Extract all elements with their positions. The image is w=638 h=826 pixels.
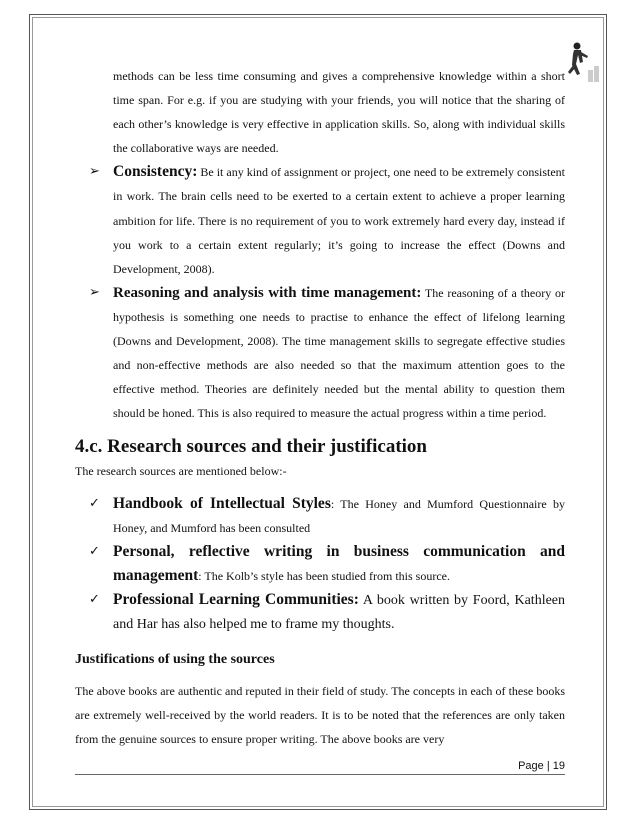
bullet-text: : The Kolb’s style has been studied from this source.	[198, 568, 450, 583]
section-intro: The research sources are mentioned below:-	[75, 464, 287, 479]
justification-paragraph: The above books are authentic and reputed in their field of study. The concepts in each of these books are extremely well-received by the world readers. It is to be noted that the references are only taken from the genuine sources to ensure proper writing. The above books are very	[75, 684, 565, 747]
bullet-lead: Reasoning and analysis with time management:	[113, 284, 422, 301]
bullet-text: The reasoning of a theory or hypothesis is something one needs to practise to enhance the effect of lifelong learning (Downs and Development, 2008). The time management skills to segregate effective studies and non-effective methods are also needed so that the maximum attention goes to the effective method. Theories are definitely needed but the mental ability to question them should be honed. This is also required to measure the actual progress within a time period.	[113, 285, 565, 421]
bullet-lead: Consistency:	[113, 163, 198, 181]
document-body	[75, 64, 565, 751]
justification-heading: Justifications of using the sources	[75, 652, 275, 668]
bullet-text: Be it any kind of assignment or project, one need to be extremely consistent in work. The brain cells need to be exerted to a certain extent to achieve a proper learning ambition for life. There is no requirement of you to work extremely hard every day, instead if you work to a certain extent regularly; it’s going to increase the effect (Downs and Development, 2008).	[113, 165, 565, 276]
section-heading: 4.c. Research sources and their justification	[75, 436, 428, 458]
bullet-source-communities	[75, 588, 565, 637]
page-footer	[75, 760, 565, 775]
bullet-text: A book written by Foord, Kathleen and Har has also helped me to frame my thoughts.	[113, 592, 566, 632]
bullet-lead: Personal, reflective writing in business communication and management	[113, 542, 565, 584]
bullet-reasoning	[75, 281, 565, 426]
bullet-text: : The Honey and Mumford Questionnaire by Honey, and Mumford has been consulted	[113, 496, 565, 535]
bullet-lead: Handbook of Intellectual Styles	[113, 494, 331, 512]
intro-paragraph: methods can be less time consuming and gives a comprehensive knowledge within a short time span. For e.g. if you are studying with your friends, you will notice that the sharing of each other’s knowledge is very effective in application skills. So, along with individual skills the collaborative ways are needed.	[113, 69, 565, 156]
checkmark-bullet-icon: ✓	[89, 543, 100, 559]
bullet-lead: Professional Learning Communities:	[113, 590, 359, 608]
checkmark-bullet-icon: ✓	[89, 591, 100, 607]
bullet-source-handbook	[75, 492, 565, 540]
arrow-bullet-icon: ➢	[89, 164, 100, 180]
bullet-source-reflective	[75, 540, 565, 588]
bullet-consistency	[75, 160, 565, 280]
page-number: Page | 19	[518, 760, 565, 772]
checkmark-bullet-icon: ✓	[89, 495, 100, 511]
arrow-bullet-icon: ➢	[89, 284, 100, 300]
climbing-figure-icon	[560, 40, 602, 82]
